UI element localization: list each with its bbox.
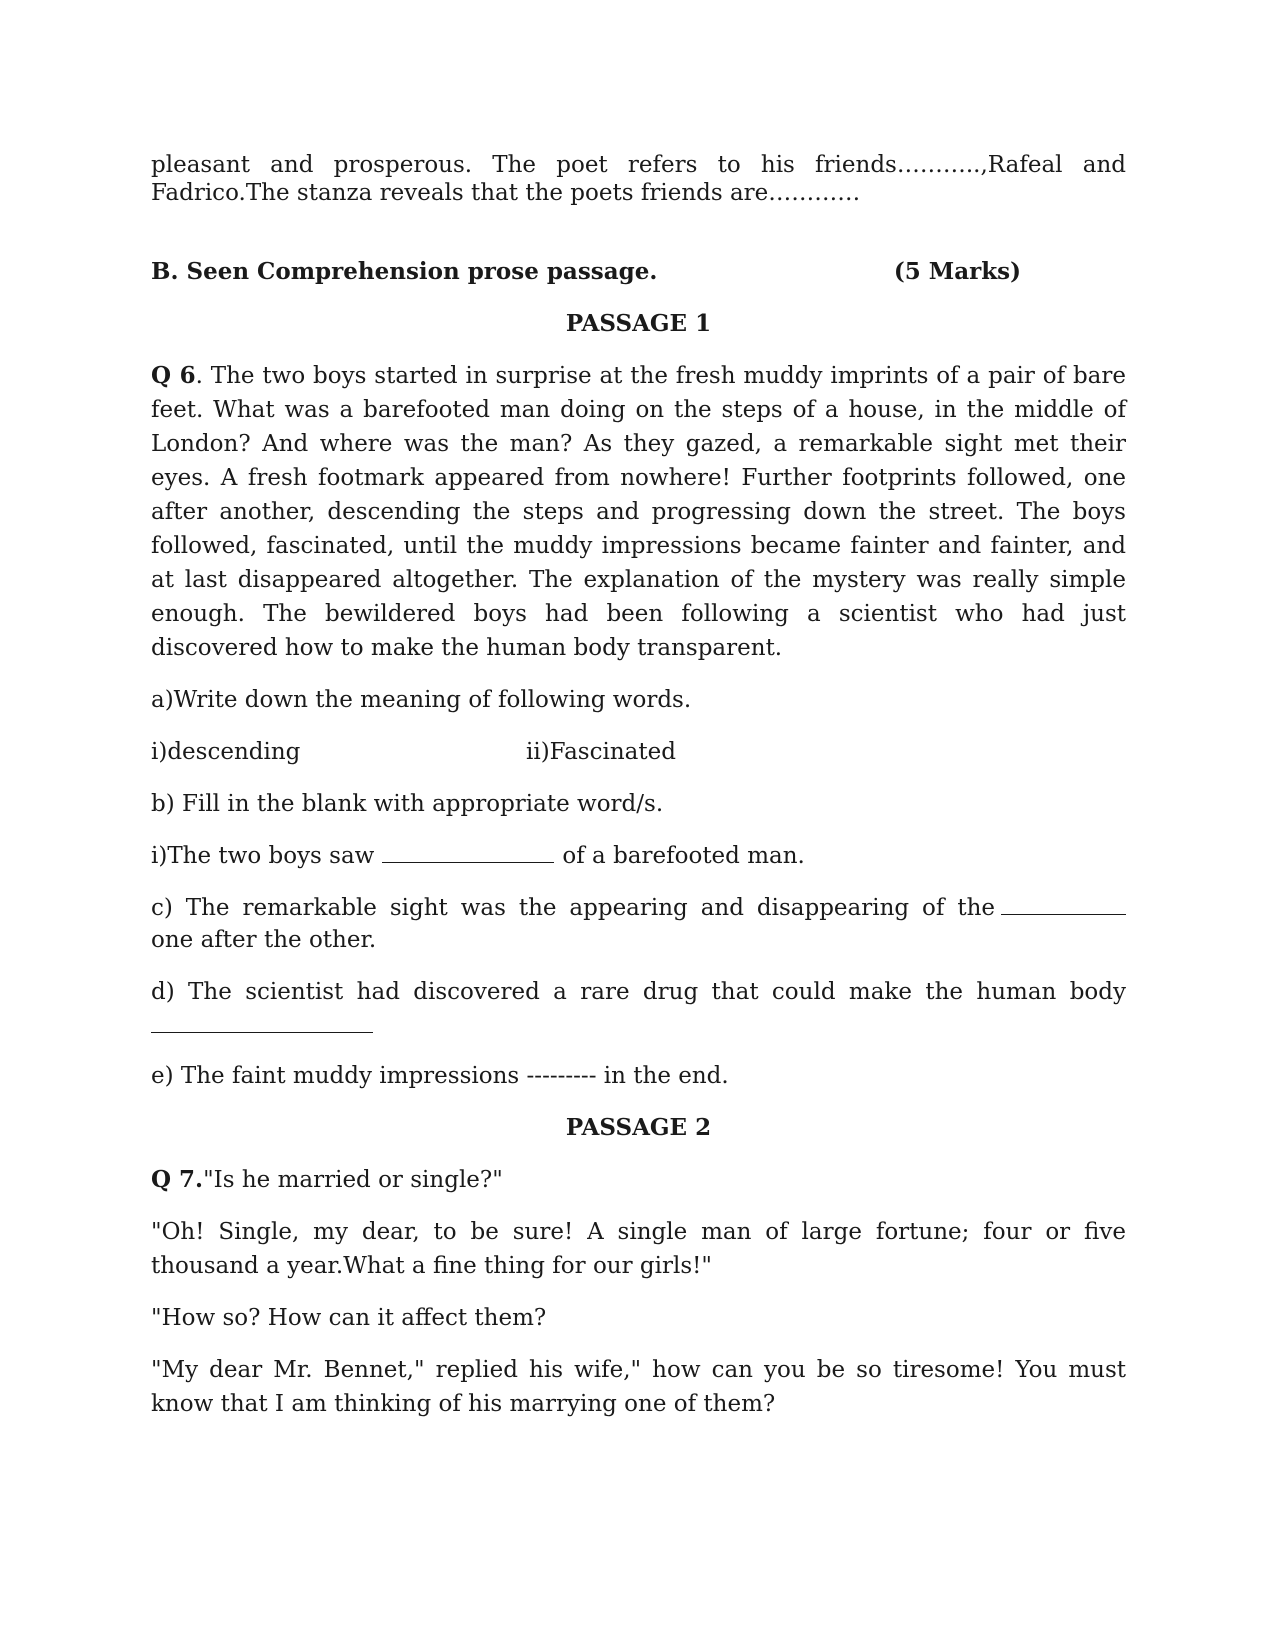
passage-2-para-2: "Oh! Single, my dear, to be sure! A single man of large fortune; four or five thousand a year.What a fine thing for our girls!" (151, 1219, 1126, 1279)
question-b-i-start: i)The two boys saw (151, 843, 375, 869)
word-list (151, 735, 1126, 769)
question-e: e) The faint muddy impressions --------- in the end. (151, 1063, 729, 1089)
question-d: d) The scientist had discovered a rare drug that could make the human body (151, 979, 1126, 1005)
section-b-title: B. Seen Comprehension prose passage. (151, 258, 658, 285)
intro-line-2: Fadrico.The stanza reveals that the poets friends are………… (151, 180, 861, 206)
passage-2-para-4: "My dear Mr. Bennet," replied his wife," how can you be so tiresome! You must know that I am thinking of his marrying one of them? (151, 1357, 1126, 1417)
passage-2-para-3: "How so? How can it affect them? (151, 1305, 547, 1331)
answer-blank-d[interactable] (151, 1010, 373, 1033)
passage-2-line-1: "Is he married or single?" (203, 1167, 503, 1193)
question-c-start: c) The remarkable sight was the appearing and disappearing of the (151, 895, 995, 921)
question-c (151, 891, 1126, 925)
intro-line-1: pleasant and prosperous. The poet refers to his friends………..,Rafeal and (151, 152, 1126, 178)
passage-1-body: . The two boys started in surprise at the fresh muddy imprints of a pair of bare feet. What was a barefooted man doing on the steps of a house, in the middle of London? And where was the man? As they gazed, a remarkable sight met their eyes. A fresh footmark appeared from nowhere! Further footprints followed, one after another, descending the steps and progressing down the street. The boys followed, fascinated, until the muddy impressions became fainter and fainter, and at last disappeared altogether. The explanation of the mystery was really simple enough. The bewildered boys had been following a scientist who had just discovered how to make the human body transparent. (151, 363, 1127, 661)
answer-blank-b[interactable] (382, 840, 554, 863)
question-b-i-end: of a barefooted man. (562, 843, 805, 869)
passage-1-heading: PASSAGE 1 (565, 310, 712, 337)
question-b: b) Fill in the blank with appropriate word/s. (151, 791, 664, 817)
section-b-marks: (5 Marks) (893, 258, 1021, 285)
word-fascinated: ii)Fascinated (526, 739, 676, 765)
question-d-line (151, 1009, 1126, 1045)
q6-label: Q 6 (151, 362, 196, 389)
q7-label: Q 7. (151, 1166, 204, 1193)
word-descending: i)descending (151, 739, 301, 765)
question-b-i (151, 839, 1126, 873)
question-c-end: one after the other. (151, 927, 377, 953)
passage-2-heading: PASSAGE 2 (565, 1114, 712, 1141)
passage-2-q7 (151, 1163, 1126, 1197)
section-b-heading (151, 255, 1126, 289)
question-a: a)Write down the meaning of following words. (151, 687, 692, 713)
passage-1-text (151, 359, 1126, 665)
document-page (151, 148, 1126, 1421)
answer-blank-c[interactable] (1001, 892, 1126, 915)
